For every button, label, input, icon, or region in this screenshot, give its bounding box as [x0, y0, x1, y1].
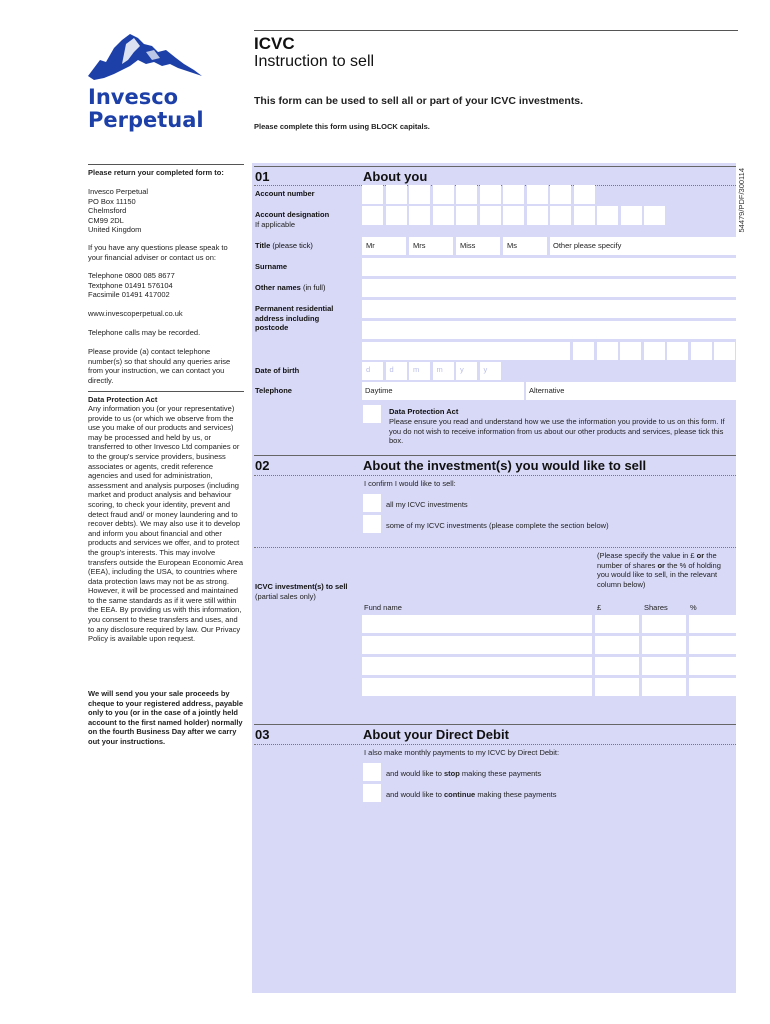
title-label-text: Title — [255, 241, 271, 250]
proceeds-note: We will send you your sale proceeds by cheque to your registered address, payable only to you (or in the case of a jointly held account to the first named holder) normally on the fourth Business Day after we carry out your instructions. — [88, 689, 244, 746]
account-designation-cell[interactable] — [621, 206, 642, 225]
brand-invesco: Invesco — [88, 85, 179, 109]
account-designation-cell[interactable] — [527, 206, 548, 225]
shares-header: Shares — [644, 603, 668, 612]
form-dp-title: Data Protection Act — [389, 407, 459, 416]
title-hint: (please tick) — [272, 241, 313, 250]
telephone-number: Telephone 0800 085 8677 — [88, 271, 175, 280]
address-line: PO Box 11150 — [88, 196, 136, 206]
sale-instructions-note — [597, 551, 733, 589]
section-number: 01 — [255, 169, 270, 184]
fund-value-cell[interactable] — [595, 678, 639, 696]
account-number-cell[interactable] — [574, 185, 595, 204]
phone-numbers — [88, 271, 244, 300]
invesco-logo-mountain — [86, 30, 204, 86]
account-number-cell[interactable] — [503, 185, 524, 204]
surname-field[interactable] — [362, 258, 736, 276]
title-option-miss: Miss — [460, 241, 476, 250]
website-link[interactable]: www.invescoperpetual.co.uk — [88, 309, 183, 318]
fund-pct-cell[interactable] — [689, 657, 736, 675]
surname-label: Surname — [255, 262, 288, 271]
account-designation-cell[interactable] — [386, 206, 407, 225]
other-names-label — [255, 283, 325, 293]
return-address — [88, 187, 244, 235]
continue-keyword: continue — [443, 790, 476, 799]
dob-placeholder: y — [483, 365, 488, 374]
address-line: United Kingdom — [88, 225, 142, 235]
stop-keyword: stop — [443, 769, 460, 778]
account-designation-cell[interactable] — [597, 206, 618, 225]
account-number-cell[interactable] — [362, 185, 383, 204]
account-number-cell[interactable] — [433, 185, 454, 204]
section-number: 02 — [255, 458, 270, 473]
form-reference: 54479/PDF/300114 — [737, 168, 746, 233]
pct-header: % — [690, 603, 697, 612]
telephone-label: Telephone — [255, 386, 292, 395]
title-option-ms: Ms — [507, 241, 517, 250]
fund-name-cell[interactable] — [362, 678, 592, 696]
label-part: making these payments — [461, 769, 542, 778]
in-full-hint: (in full) — [302, 283, 326, 292]
note-part: the % — [667, 560, 687, 570]
postcode-cell[interactable] — [597, 342, 618, 360]
account-designation-cell[interactable] — [456, 206, 477, 225]
section-rule — [254, 724, 736, 725]
other-names-field[interactable] — [362, 279, 736, 297]
address-line: CM99 2DL — [88, 215, 124, 225]
account-number-cell[interactable] — [550, 185, 571, 204]
dp-text: Any information you (or your representative) provide to us (or which we observe from the use you make of our products and services) may be processed and held by us, or transferred to other Invesco Ltd companies or to the group's service providers, business associates or agents, credit reference agencies and used for administration, assessment and analysis purposes (including market and product analysis and behaviour scoring, to check your identity, prevent and detect fraud and/ or money laundering and to recover debts). We may also use it to develop and inform you about financial and other products and services we offer, and to protect the group's interests. This may involve transfers outside the European Economic Area (EEA), including the USA, to countries where data protection laws may not be as strong. However, it will be processed and maintained to the same standards as if it were still within the EEA. By providing us with this information, you consent to these transfers and uses, and to any disclosure required by law. Our Privacy Policy is available upon request. — [88, 404, 244, 644]
label-part: and would like to — [386, 790, 442, 799]
note-or: or — [696, 551, 705, 560]
stop-payments-checkbox[interactable] — [363, 763, 381, 781]
questions-text: If you have any questions please speak to your financial adviser or contact us on: — [88, 243, 228, 262]
note-or: or — [657, 560, 665, 570]
title-option-mr: Mr — [366, 241, 375, 250]
facsimile-number: Facsimile 01491 417002 — [88, 290, 170, 300]
sell-some-checkbox[interactable] — [363, 515, 381, 533]
fund-value-cell[interactable] — [595, 636, 639, 654]
row-divider — [254, 744, 736, 745]
dob-placeholder: m — [413, 365, 420, 374]
fund-pct-cell[interactable] — [689, 636, 736, 654]
section-title: About you — [363, 169, 428, 184]
fund-name-cell[interactable] — [362, 636, 592, 654]
sell-some-label: some of my ICVC investments (please complete the section below) — [386, 521, 609, 530]
dob-label: Date of birth — [255, 366, 300, 375]
header-rule — [254, 30, 738, 31]
address-line-1[interactable] — [362, 300, 736, 318]
return-title: Please return your completed form to: — [88, 168, 224, 177]
fund-pct-cell[interactable] — [689, 615, 736, 633]
dp-rule — [88, 391, 244, 392]
direct-debit-intro: I also make monthly payments to my ICVC by Direct Debit: — [364, 748, 560, 757]
account-number-cell[interactable] — [409, 185, 430, 204]
dob-placeholder: d — [389, 365, 394, 374]
investments-label: ICVC investment(s) to sell — [255, 582, 348, 591]
label-part: making these payments — [477, 790, 557, 799]
title-option-other: Other please specify — [553, 241, 622, 250]
fund-pct-cell[interactable] — [689, 678, 736, 696]
dob-placeholder: d — [366, 365, 371, 374]
address-line: Invesco Perpetual — [88, 187, 149, 196]
sell-all-checkbox[interactable] — [363, 494, 381, 512]
contact-request: Please provide (a) contact telephone number(s) so that should any queries arise from your instruction, we can contact you directly. — [88, 347, 231, 385]
form-dp-text: Please ensure you read and understand how we use the information you provide to us on this form. If you do not wish to receive information from us about our other products and services, please tick this box. — [389, 417, 725, 445]
account-designation-cell[interactable] — [550, 206, 571, 225]
marketing-optout-checkbox[interactable] — [363, 405, 381, 423]
account-designation-cell[interactable] — [480, 206, 501, 225]
account-designation-cell[interactable] — [644, 206, 665, 225]
fund-name-header: Fund name — [364, 603, 402, 612]
section-rule — [254, 455, 736, 456]
postcode-cell[interactable] — [620, 342, 641, 360]
fund-shares-cell[interactable] — [642, 636, 686, 654]
account-designation-cell[interactable] — [409, 206, 430, 225]
address-label: Permanent residential address including postcode — [255, 304, 334, 332]
postcode-cell[interactable] — [573, 342, 594, 360]
page-title: ICVC — [254, 34, 295, 53]
postcode-cell[interactable] — [644, 342, 665, 360]
label-part: and would like to — [386, 769, 442, 778]
address-line-3[interactable] — [362, 342, 570, 360]
section-title: About the investment(s) you would like to sell — [363, 458, 647, 473]
account-designation-cell[interactable] — [503, 206, 524, 225]
stop-payments-label — [386, 769, 541, 779]
account-number-cell[interactable] — [527, 185, 548, 204]
address-line-2[interactable] — [362, 321, 736, 339]
brand-perpetual: Perpetual — [88, 108, 204, 132]
title-label — [255, 241, 313, 251]
account-number-cell[interactable] — [456, 185, 477, 204]
fund-name-cell[interactable] — [362, 615, 592, 633]
row-divider — [254, 475, 736, 476]
page-subtitle: Instruction to sell — [254, 53, 375, 70]
intro-text: This form can be used to sell all or part of your ICVC investments. — [254, 95, 584, 107]
postcode-cell[interactable] — [714, 342, 735, 360]
textphone-number: Textphone 01491 576104 — [88, 280, 173, 290]
dob-placeholder: y — [460, 365, 464, 374]
dob-placeholder: m — [436, 365, 443, 374]
if-applicable-note: If applicable — [255, 220, 296, 229]
note-part: the number of shares — [597, 551, 717, 570]
other-names-text: Other names — [255, 283, 301, 292]
fund-value-cell[interactable] — [595, 657, 639, 675]
note-part: of holding you would like to sell, — [597, 560, 721, 579]
calls-recorded-note: Telephone calls may be recorded. — [88, 328, 201, 337]
address-line: Chelmsford — [88, 206, 127, 216]
account-designation-label: Account designation — [255, 210, 330, 219]
fund-name-cell[interactable] — [362, 657, 592, 675]
postcode-cell[interactable] — [691, 342, 712, 360]
fund-shares-cell[interactable] — [642, 657, 686, 675]
account-designation-cell[interactable] — [574, 206, 595, 225]
account-number-cell[interactable] — [386, 185, 407, 204]
postcode-cell[interactable] — [667, 342, 688, 360]
account-designation-cell[interactable] — [433, 206, 454, 225]
section-number: 03 — [255, 727, 270, 742]
row-divider — [254, 547, 736, 548]
continue-payments-checkbox[interactable] — [363, 784, 381, 802]
continue-payments-label — [386, 790, 557, 800]
note-part: in the relevant column below) — [597, 570, 718, 589]
account-designation-cell[interactable] — [362, 206, 383, 225]
dp-title: Data Protection Act — [88, 395, 158, 404]
daytime-label: Daytime — [365, 386, 393, 395]
section-rule — [254, 166, 736, 167]
account-number-cell[interactable] — [480, 185, 501, 204]
account-number-label: Account number — [255, 189, 315, 198]
partial-sales-note: (partial sales only) — [255, 592, 316, 601]
fund-shares-cell[interactable] — [642, 678, 686, 696]
title-option-mrs: Mrs — [413, 241, 426, 250]
alternative-label: Alternative — [529, 386, 565, 395]
note-part: (Please specify the value in £ — [597, 551, 695, 560]
sidebar-rule — [88, 164, 244, 165]
fund-shares-cell[interactable] — [642, 615, 686, 633]
block-capitals-note: Please complete this form using BLOCK capitals. — [254, 122, 430, 131]
section-title: About your Direct Debit — [363, 727, 509, 742]
fund-value-cell[interactable] — [595, 615, 639, 633]
sell-confirm-text: I confirm I would like to sell: — [364, 479, 456, 488]
sell-all-label: all my ICVC investments — [386, 500, 468, 509]
pound-header: £ — [597, 603, 602, 612]
